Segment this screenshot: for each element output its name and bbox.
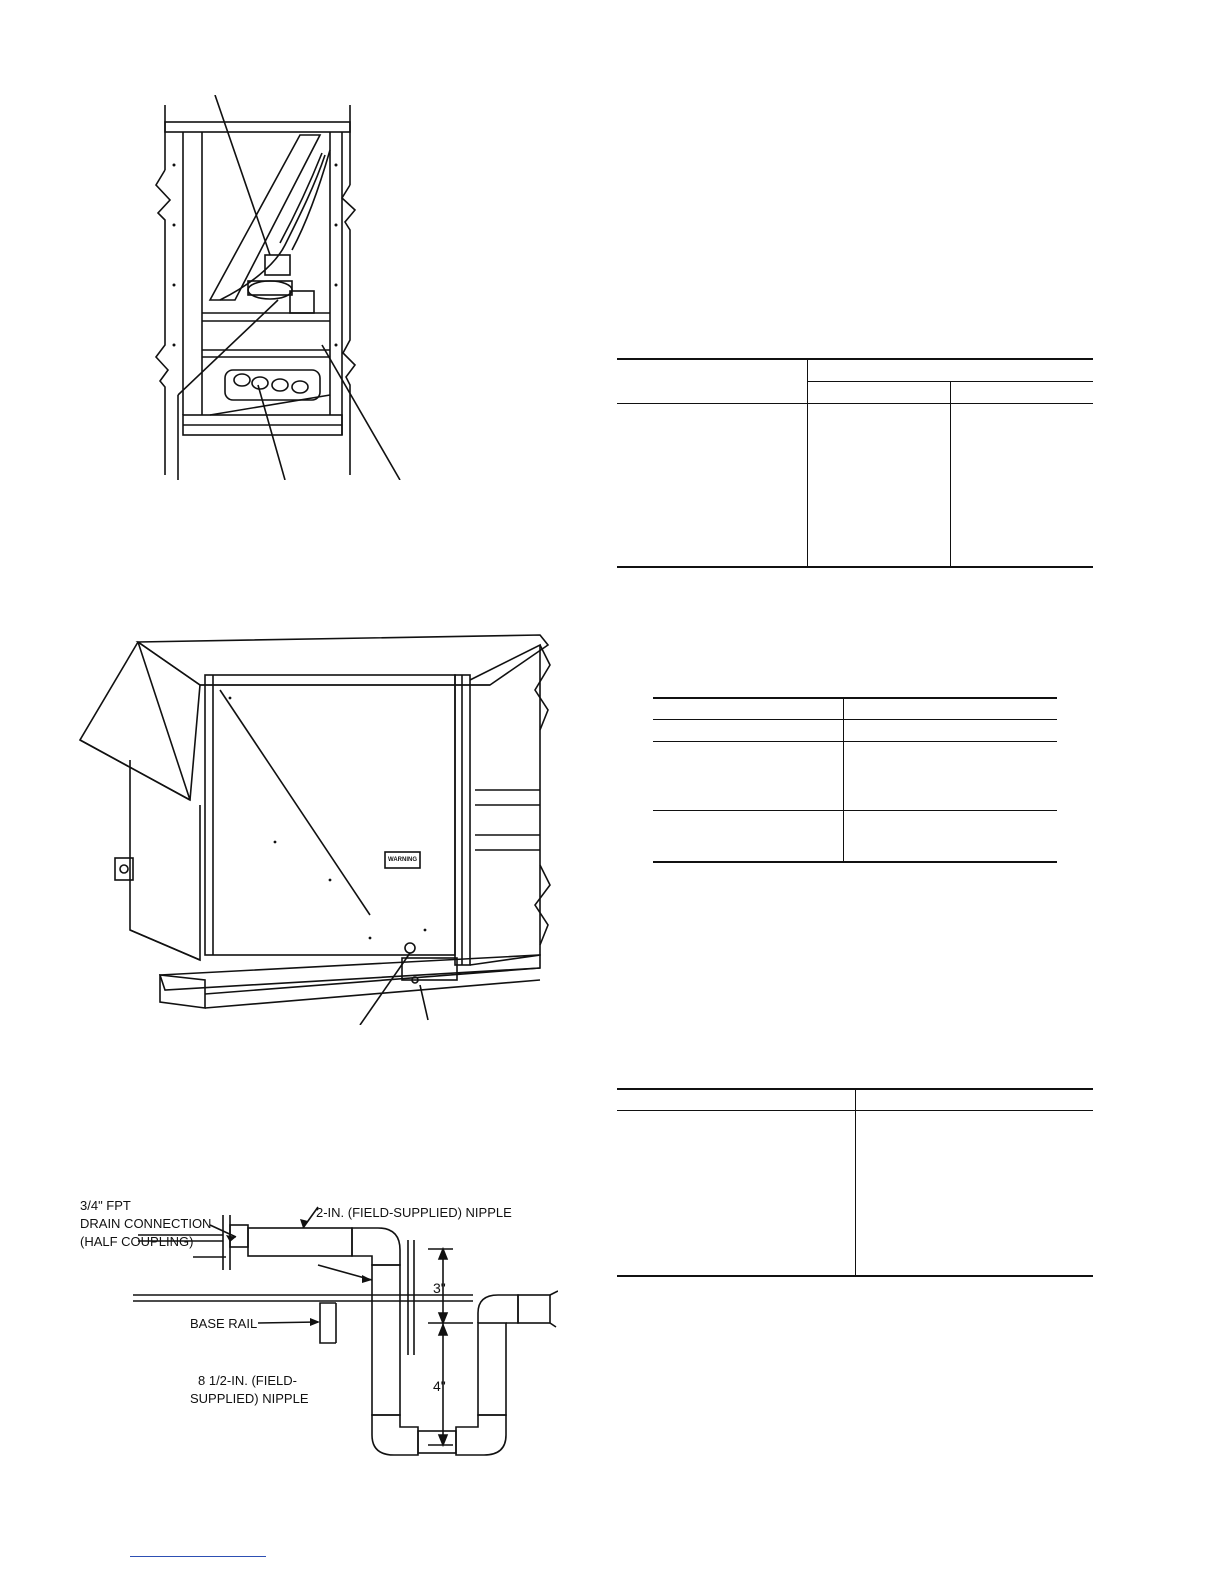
table-2-row-rule-1: [653, 741, 1057, 742]
table-1-col-divider-2: [950, 381, 951, 567]
table-3-col-divider: [855, 1089, 856, 1276]
table-2-bottom-rule: [653, 861, 1057, 863]
base-rail-label: BASE RAIL: [190, 1316, 258, 1331]
nipple-8in-label-1: 8 1/2-IN. (FIELD-: [198, 1373, 297, 1388]
unit-interior-drawing: [150, 95, 410, 480]
figure-condensate-drain: [78, 1195, 558, 1485]
nipple-8in-label-2: SUPPLIED) NIPPLE: [190, 1391, 309, 1406]
table-2-header-rule: [653, 719, 1057, 720]
figure-unit-exterior: [70, 630, 560, 1025]
table-1-col-divider-1: [807, 359, 808, 567]
drain-connection-label-2: DRAIN CONNECTION: [80, 1216, 212, 1231]
drain-connection-label-1: 3/4" FPT: [80, 1198, 131, 1213]
condensate-drain-drawing: [78, 1195, 558, 1485]
nipple-2in-label: 2-IN. (FIELD-SUPPLIED) NIPPLE: [316, 1205, 512, 1220]
dimension-4in: 4": [433, 1378, 446, 1394]
table-2-row-rule-2: [653, 810, 1057, 811]
table-3-bottom-rule: [617, 1275, 1093, 1277]
table-1-top-rule: [617, 358, 1093, 360]
dimension-3in: 3": [433, 1280, 446, 1296]
unit-exterior-drawing: [70, 630, 560, 1025]
drain-connection-label-3: (HALF COUPLING): [80, 1234, 194, 1249]
figure-unit-interior: [150, 95, 410, 480]
table-1-bottom-rule: [617, 566, 1093, 568]
table-2-top-rule: [653, 697, 1057, 699]
table-2-col-divider: [843, 698, 844, 862]
footer-link-underline[interactable]: [130, 1556, 266, 1557]
table-1-header-rule: [617, 403, 1093, 404]
warning-label-text: WARNING: [388, 857, 417, 863]
